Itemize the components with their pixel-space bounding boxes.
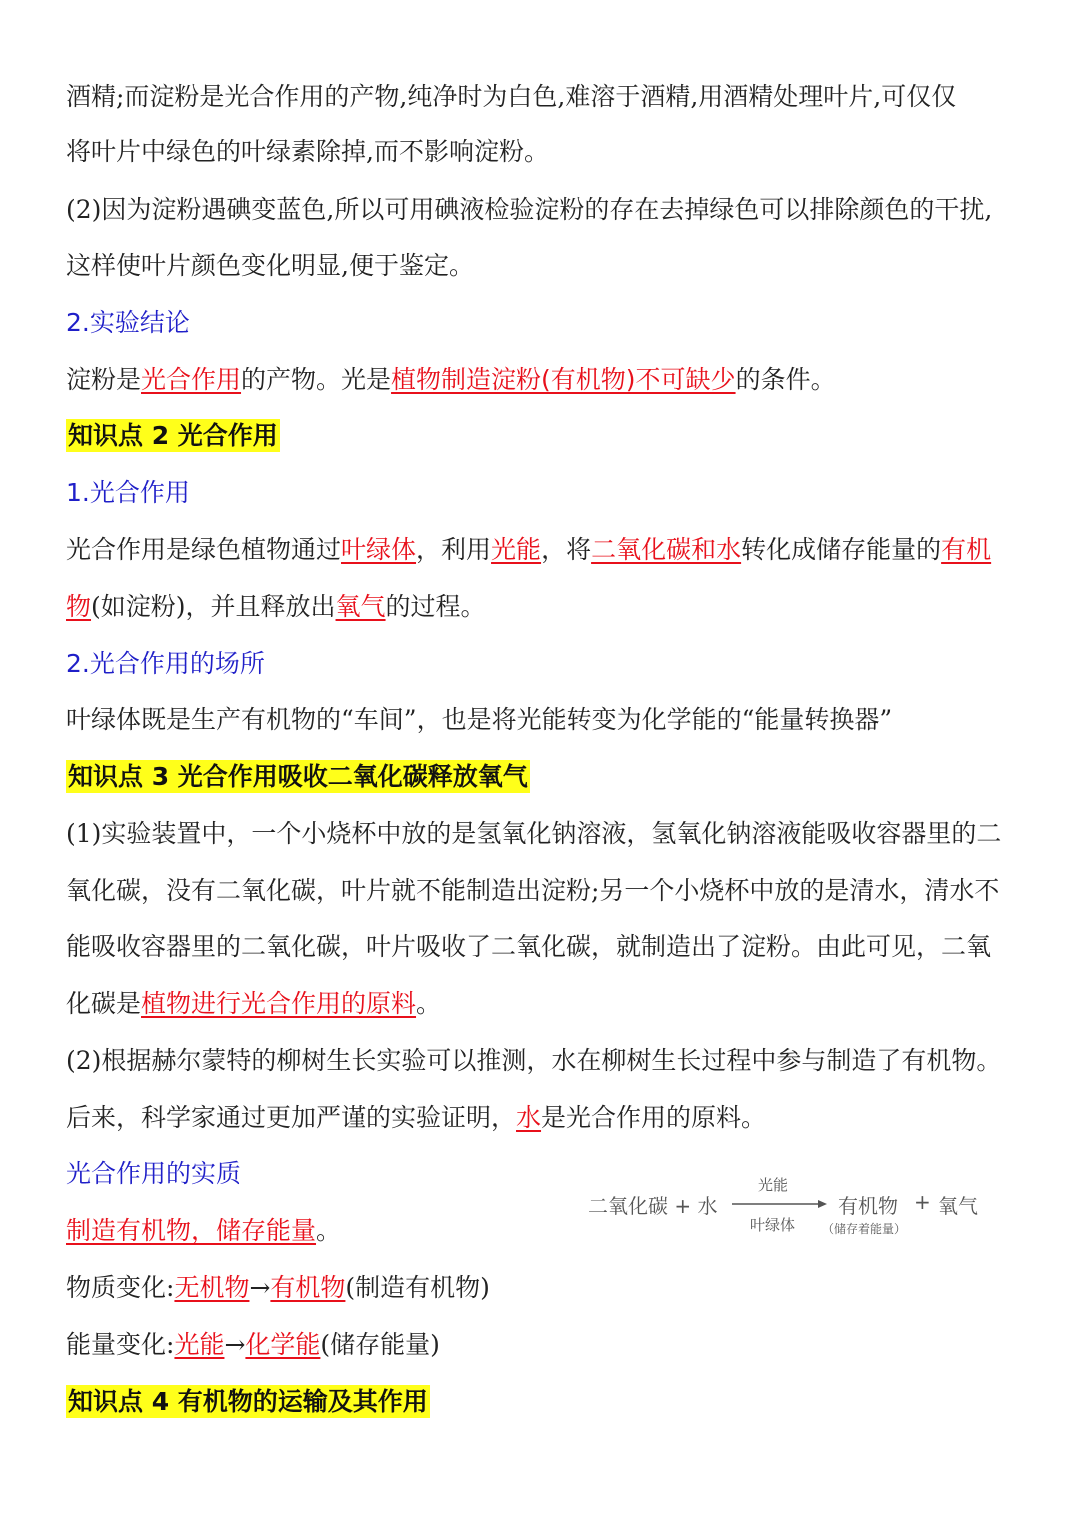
text-segment: (制造有机物) (345, 1273, 490, 1302)
paragraph-line (66, 1100, 766, 1136)
text-segment: ，利用 (416, 535, 492, 564)
key-term: 叶绿体 (341, 535, 417, 564)
equation-note: （储存着能量） (822, 1222, 907, 1236)
energy-change-line (66, 1327, 440, 1363)
key-term: 化学能 (245, 1330, 321, 1359)
definition-line (66, 532, 991, 568)
text-segment: 的条件。 (735, 365, 836, 394)
text-segment: 。 (316, 1216, 342, 1245)
knowledge-point-title (66, 418, 280, 454)
key-term: 光能 (491, 535, 542, 564)
text-segment: 的过程。 (385, 592, 486, 621)
paragraph-line: (2)因为淀粉遇碘变蓝色,所以可用碘液检验淀粉的存在去掉绿色可以排除颜色的干扰, (66, 195, 993, 224)
definition-line (66, 589, 486, 625)
knowledge-point-title (66, 1384, 430, 1420)
key-term: 二氧化碳和水 (591, 535, 742, 564)
key-term: 制造有机物，储存能量 (66, 1216, 317, 1245)
key-term: 光能 (174, 1330, 225, 1359)
paragraph-line: 将叶片中绿色的叶绿素除掉,而不影响淀粉。 (66, 137, 549, 166)
key-term: 物 (66, 592, 92, 621)
arrow-glyph: → (249, 1273, 271, 1302)
photosynthesis-equation (586, 1172, 986, 1242)
section-heading: 1.光合作用 (66, 478, 190, 507)
knowledge-point-title (66, 759, 530, 795)
paragraph-line: 酒精;而淀粉是光合作用的产物,纯净时为白色,难溶于酒精,用酒精处理叶片,可仅仅 (66, 82, 957, 111)
conclusion-line (66, 362, 836, 398)
text-segment: 淀粉是 (66, 365, 142, 394)
text-segment: 转化成储存能量的 (741, 535, 942, 564)
equation-product-organic: 有机物 (838, 1194, 898, 1218)
equation-plus: + (914, 1190, 931, 1214)
paragraph-line: 氧化碳，没有二氧化碳，叶片就不能制造出淀粉;另一个小烧杯中放的是清水，清水不 (66, 876, 1000, 905)
section-heading: 光合作用的实质 (66, 1159, 242, 1188)
equation-condition-site: 叶绿体 (750, 1216, 796, 1234)
text-segment: 化碳是 (66, 989, 142, 1018)
paragraph-line: 叶绿体既是生产有机物的“车间”，也是将光能转变为化学能的“能量转换器” (66, 705, 893, 734)
text-segment: 是光合作用的原料。 (541, 1103, 767, 1132)
key-term: 有机 (941, 535, 992, 564)
paragraph-line: (2)根据赫尔蒙特的柳树生长实验可以推测，水在柳树生长过程中参与制造了有机物。 (66, 1046, 1002, 1075)
essence-line (66, 1213, 341, 1249)
section-heading: 2.光合作用的场所 (66, 649, 265, 678)
key-term: 有机物 (270, 1273, 346, 1302)
equation-condition-light: 光能 (758, 1176, 789, 1194)
text-segment: 光合作用是绿色植物通过 (66, 535, 342, 564)
text-segment: 后来，科学家通过更加严谨的实验证明， (66, 1103, 517, 1132)
equation-product-oxygen: 氧气 (938, 1194, 978, 1218)
paragraph-line: 这样使叶片颜色变化明显,便于鉴定。 (66, 251, 474, 280)
equation-reactants: 二氧化碳 + 水 (588, 1194, 718, 1218)
key-term: 氧气 (335, 592, 386, 621)
key-term: 植物制造淀粉(有机物)不可缺少 (391, 365, 736, 394)
key-term: 水 (516, 1103, 542, 1132)
key-term: 光合作用 (141, 365, 242, 394)
key-term: 无机物 (174, 1273, 250, 1302)
key-term: 植物进行光合作用的原料 (141, 989, 417, 1018)
highlighted-title: 知识点 2 光合作用 (68, 421, 278, 450)
text-segment: ，将 (541, 535, 592, 564)
arrow-glyph: → (224, 1330, 246, 1359)
text-segment: 物质变化: (66, 1273, 175, 1302)
text-segment: (如淀粉)，并且释放出 (91, 592, 336, 621)
section-heading: 2.实验结论 (66, 308, 190, 337)
material-change-line (66, 1270, 490, 1306)
text-segment: 。 (416, 989, 442, 1018)
highlighted-title: 知识点 3 光合作用吸收二氧化碳释放氧气 (68, 762, 528, 791)
paragraph-line: 能吸收容器里的二氧化碳，叶片吸收了二氧化碳，就制造出了淀粉。由此可见，二氧 (66, 932, 992, 961)
reaction-arrow-icon (732, 1198, 828, 1210)
text-segment: (储存能量) (320, 1330, 440, 1359)
paragraph-line (66, 986, 441, 1022)
paragraph-line: (1)实验装置中，一个小烧杯中放的是氢氧化钠溶液，氢氧化钠溶液能吸收容器里的二 (66, 819, 1002, 848)
text-segment: 能量变化: (66, 1330, 175, 1359)
text-segment: 的产物。光是 (241, 365, 392, 394)
highlighted-title: 知识点 4 有机物的运输及其作用 (68, 1387, 428, 1416)
